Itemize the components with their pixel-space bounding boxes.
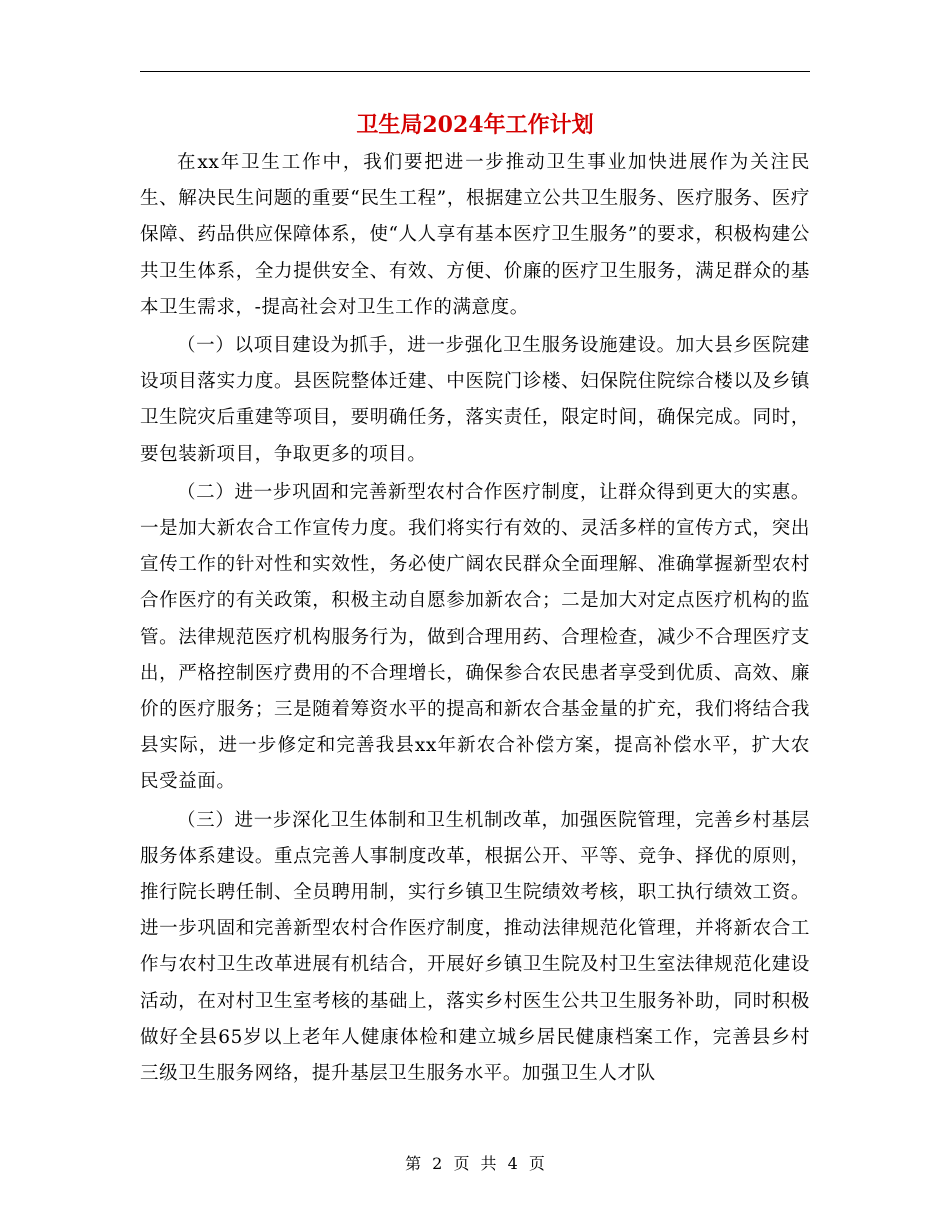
paragraph-intro: 在xx年卫生工作中，我们要把进一步推动卫生事业加快进展作为关注民生、解决民生问题的重要“民生工程”，根据建立公共卫生服务、医疗服务、医疗保障、药品供应保障体系，使“人人享有基本医疗卫生服务”的要求，积极构建公共卫生体系，全力提供安全、有效、方便、价廉的医疗卫生服务，满足群众的基本卫生需求，-提高社会对卫生工作的满意度。 <box>140 152 810 318</box>
document-title: 卫生局2024年工作计划 <box>356 112 594 138</box>
document-body <box>140 145 810 1092</box>
page-number-footer: 第 2 页 共 4 页 <box>405 1154 545 1173</box>
paragraph-section-2: （二）进一步巩固和完善新型农村合作医疗制度，让群众得到更大的实惠。一是加大新农合工作宣传力度。我们将实行有效的、灵活多样的宣传方式，突出宣传工作的针对性和实效性，务必使广阔农民群众全面理解、准确掌握新型农村合作医疗的有关政策，积极主动自愿参加新农合；二是加大对定点医疗机构的监管。法律规范医疗机构服务行为，做到合理用药、合理检查，减少不合理医疗支出，严格控制医疗费用的不合理增长，确保参合农民患者享受到优质、高效、廉价的医疗服务；三是随着筹资水平的提高和新农合基金量的扩充，我们将结合我县实际，进一步修定和完善我县xx年新农合补偿方案，提高补偿水平，扩大农民受益面。 <box>140 481 810 793</box>
paragraph-section-3: （三）进一步深化卫生体制和卫生机制改革，加强医院管理，完善乡村基层服务体系建设。重点完善人事制度改革，根据公开、平等、竞争、择优的原则，推行院长聘任制、全员聘用制，实行乡镇卫生院绩效考核，职工执行绩效工资。进一步巩固和完善新型农村合作医疗制度，推动法律规范化管理，并将新农合工作与农村卫生改革进展有机结合，开展好乡镇卫生院及村卫生室法律规范化建设活动，在对村卫生室考核的基础上，落实乡村医生公共卫生服务补助，同时积极做好全县65岁以上老年人健康体检和建立城乡居民健康档案工作，完善县乡村三级卫生服务网络，提升基层卫生服务水平。加强卫生人才队 <box>140 809 810 1085</box>
paragraph-section-1: （一）以项目建设为抓手，进一步强化卫生服务设施建设。加大县乡医院建设项目落实力度。县医院整体迁建、中医院门诊楼、妇保院住院综合楼以及乡镇卫生院灾后重建等项目，要明确任务，落实责任，限定时间，确保完成。同时，要包装新项目，争取更多的项目。 <box>140 335 810 465</box>
header-rule <box>140 71 810 72</box>
